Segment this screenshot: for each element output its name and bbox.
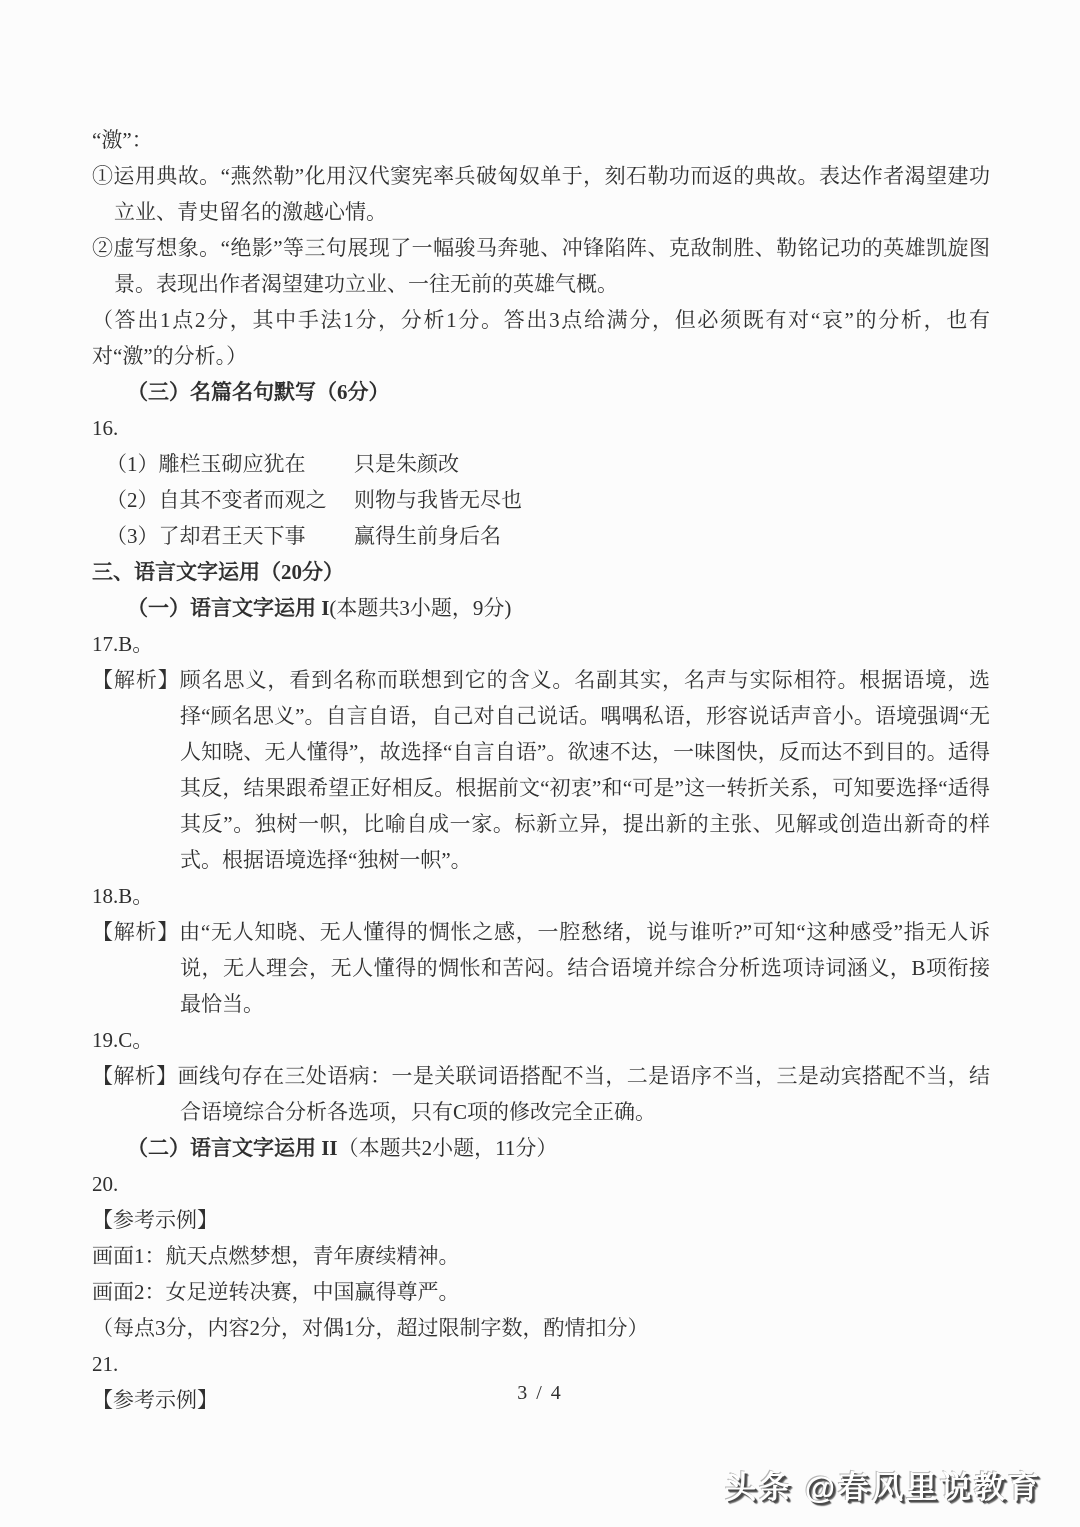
subsection-1-meta: (本题共3小题，9分) <box>329 596 512 620</box>
document-body <box>92 122 990 1418</box>
ji-quote-label: “激”： <box>92 128 153 152</box>
q19-analysis-text: 画线句存在三处语病：一是关联词语搭配不当，二是语序不当，三是动宾搭配不当，结合语境综合分析各选项，只有C项的修改完全正确。 <box>177 1064 990 1124</box>
question-16-label: 16. <box>92 416 119 440</box>
q18-answer: 18.B。 <box>92 884 154 908</box>
question-20-label: 20. <box>92 1172 119 1196</box>
q18-analysis <box>92 914 990 1022</box>
q16-item-1-answer: 只是朱颜改 <box>354 452 459 476</box>
q20-reference-label: 【参考示例】 <box>92 1208 218 1232</box>
watermark-toutiao: 头条 @春风里说教育 <box>725 1470 1042 1505</box>
analysis-point-1: ①运用典故。“燕然勒”化用汉代窦宪率兵破匈奴单于，刻石勒功而返的典故。表达作者渴望建功立业、青史留名的激越心情。 <box>92 164 990 224</box>
q19-answer: 19.C。 <box>92 1028 154 1052</box>
section-heading-dictation: （三）名篇名句默写（6分） <box>127 380 390 404</box>
q17-answer: 17.B。 <box>92 632 154 656</box>
q16-item-3-prompt: （3）了却君王天下事 <box>106 524 306 548</box>
analysis-label: 【解析】 <box>92 1064 178 1088</box>
q16-item-1-prompt: （1）雕栏玉砌应犹在 <box>106 452 306 476</box>
subsection-heading-language-1 <box>92 590 990 626</box>
scoring-note-15: （答出1点2分，其中手法1分，分析1分。答出3点给满分，但必须既有对“哀”的分析，也有对“激”的分析。） <box>92 308 990 368</box>
q16-item-1 <box>92 446 990 482</box>
analysis-point-2: ②虚写想象。“绝影”等三句展现了一幅骏马奔驰、冲锋陷阵、克敌制胜、勒铭记功的英雄凯旋图景。表现出作者渴望建功立业、一往无前的英雄气概。 <box>92 236 990 296</box>
q20-answer-line-2: 画面2：女足逆转决赛，中国赢得尊严。 <box>92 1280 460 1304</box>
q20-answer-line-1: 画面1：航天点燃梦想，青年赓续精神。 <box>92 1244 460 1268</box>
q16-item-3 <box>92 518 990 554</box>
q17-analysis-text: 顾名思义，看到名称而联想到它的含义。名副其实，名声与实际相符。根据语境，选择“顾名思义”。自言自语，自己对自己说话。喁喁私语，形容说话声音小。语境强调“无人知晓、无人懂得”，故选择“自言自语”。欲速不达，一味图快，反而达不到目的。适得其反，结果跟希望正好相反。根据前文“初衷”和“可是”这一转折关系，可知要选择“适得其反”。独树一帜，比喻自成一家。标新立异，提出新的主张、见解或创造出新奇的样式。根据语境选择“独树一帜”。 <box>179 668 990 872</box>
subsection-2-title: （二）语言文字运用 II <box>127 1136 338 1160</box>
q16-item-2-prompt: （2）自其不变者而观之 <box>106 488 327 512</box>
analysis-label: 【解析】 <box>92 668 180 692</box>
section-heading-language-use: 三、语言文字运用（20分） <box>92 560 344 584</box>
analysis-label: 【解析】 <box>92 920 180 944</box>
q16-item-2-answer: 则物与我皆无尽也 <box>354 488 522 512</box>
q21-reference-label: 【参考示例】 <box>92 1388 218 1412</box>
subsection-heading-language-2 <box>92 1130 990 1166</box>
q19-analysis <box>92 1058 990 1130</box>
q16-item-2 <box>92 482 990 518</box>
question-21-label: 21. <box>92 1352 119 1376</box>
q18-analysis-text: 由“无人知晓、无人懂得的惆怅之感，一腔愁绪，说与谁听?”可知“这种感受”指无人诉说，无人理会，无人懂得的惆怅和苦闷。结合语境并综合分析选项诗词涵义，B项衔接最恰当。 <box>179 920 991 1016</box>
q17-analysis <box>92 662 990 878</box>
subsection-2-meta: （本题共2小题，11分） <box>337 1136 558 1160</box>
q20-scoring-note: （每点3分，内容2分，对偶1分，超过限制字数，酌情扣分） <box>92 1316 649 1340</box>
subsection-1-title: （一）语言文字运用 I <box>127 596 330 620</box>
page-number: 3 / 4 <box>517 1382 563 1404</box>
q16-item-3-answer: 赢得生前身后名 <box>354 524 501 548</box>
